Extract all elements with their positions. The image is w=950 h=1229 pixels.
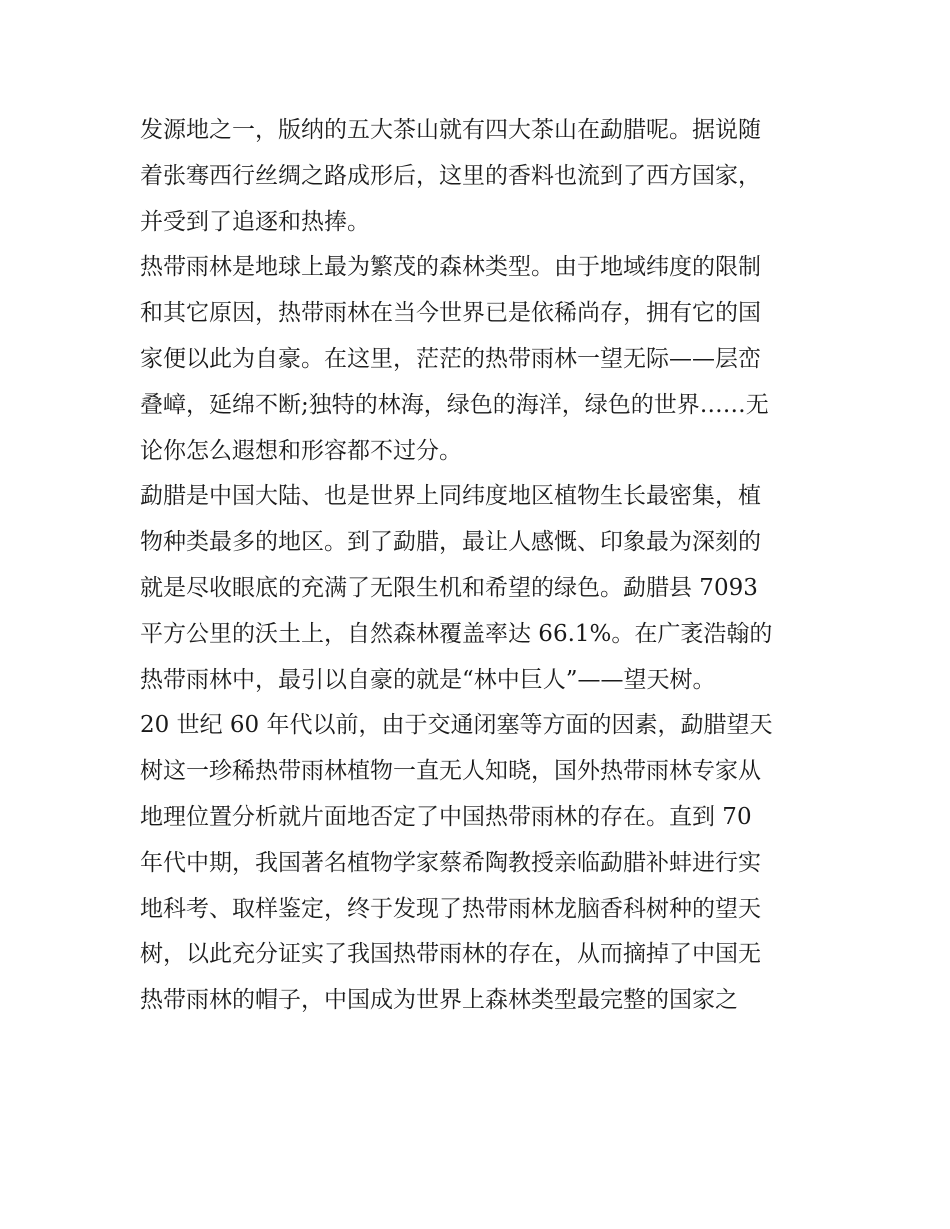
- text-line: 树这一珍稀热带雨林植物一直无人知晓，国外热带雨林专家从: [140, 758, 761, 785]
- text-line: 地理位置分析就片面地否定了中国热带雨林的存在。直到 70: [140, 803, 752, 830]
- text-line: 热带雨林的帽子，中国成为世界上森林类型最完整的国家之: [140, 987, 738, 1014]
- text-line: 论你怎么遐想和形容都不过分。: [140, 437, 462, 464]
- text-line: 物种类最多的地区。到了勐腊，最让人感慨、印象最为深刻的: [140, 529, 761, 556]
- text-line: 叠嶂，延绵不断;独特的林海，绿色的海洋，绿色的世界……无: [140, 391, 769, 418]
- text-line: 树，以此充分证实了我国热带雨林的存在，从而摘掉了中国无: [140, 941, 761, 968]
- text-line: 年代中期，我国著名植物学家蔡希陶教授亲临勐腊补蚌进行实: [140, 849, 761, 876]
- paragraph-tea-mountains: [140, 108, 820, 245]
- text-line: 热带雨林中，最引以自豪的就是“林中巨人”——望天树。: [140, 666, 716, 693]
- text-line: 并受到了追逐和热捧。: [140, 208, 370, 235]
- text-line: 平方公里的沃土上，自然森林覆盖率达 66.1%。在广袤浩翰的: [140, 620, 773, 647]
- text-line: 着张骞西行丝绸之路成形后，这里的香料也流到了西方国家，: [140, 162, 761, 189]
- paragraph-mengla-plants: [140, 474, 820, 703]
- text-line: 勐腊是中国大陆、也是世界上同纬度地区植物生长最密集，植: [140, 483, 761, 510]
- text-line: 就是尽收眼底的充满了无限生机和希望的绿色。勐腊县 7093: [140, 574, 758, 601]
- text-line: 地科考、取样鉴定，终于发现了热带雨林龙脑香科树种的望天: [140, 895, 761, 922]
- text-line: 热带雨林是地球上最为繁茂的森林类型。由于地域纬度的限制: [140, 254, 761, 281]
- document-body: [140, 108, 820, 1024]
- text-line: 家便以此为自豪。在这里，茫茫的热带雨林一望无际——层峦: [140, 345, 761, 372]
- paragraph-rainforest: [140, 245, 820, 474]
- text-line: 20 世纪 60 年代以前，由于交通闭塞等方面的因素，勐腊望天: [140, 712, 773, 739]
- text-line: 和其它原因，热带雨林在当今世界已是依稀尚存，拥有它的国: [140, 300, 761, 327]
- text-line: 发源地之一，版纳的五大茶山就有四大茶山在勐腊呢。据说随: [140, 117, 761, 143]
- paragraph-wangtian-tree: [140, 703, 820, 1024]
